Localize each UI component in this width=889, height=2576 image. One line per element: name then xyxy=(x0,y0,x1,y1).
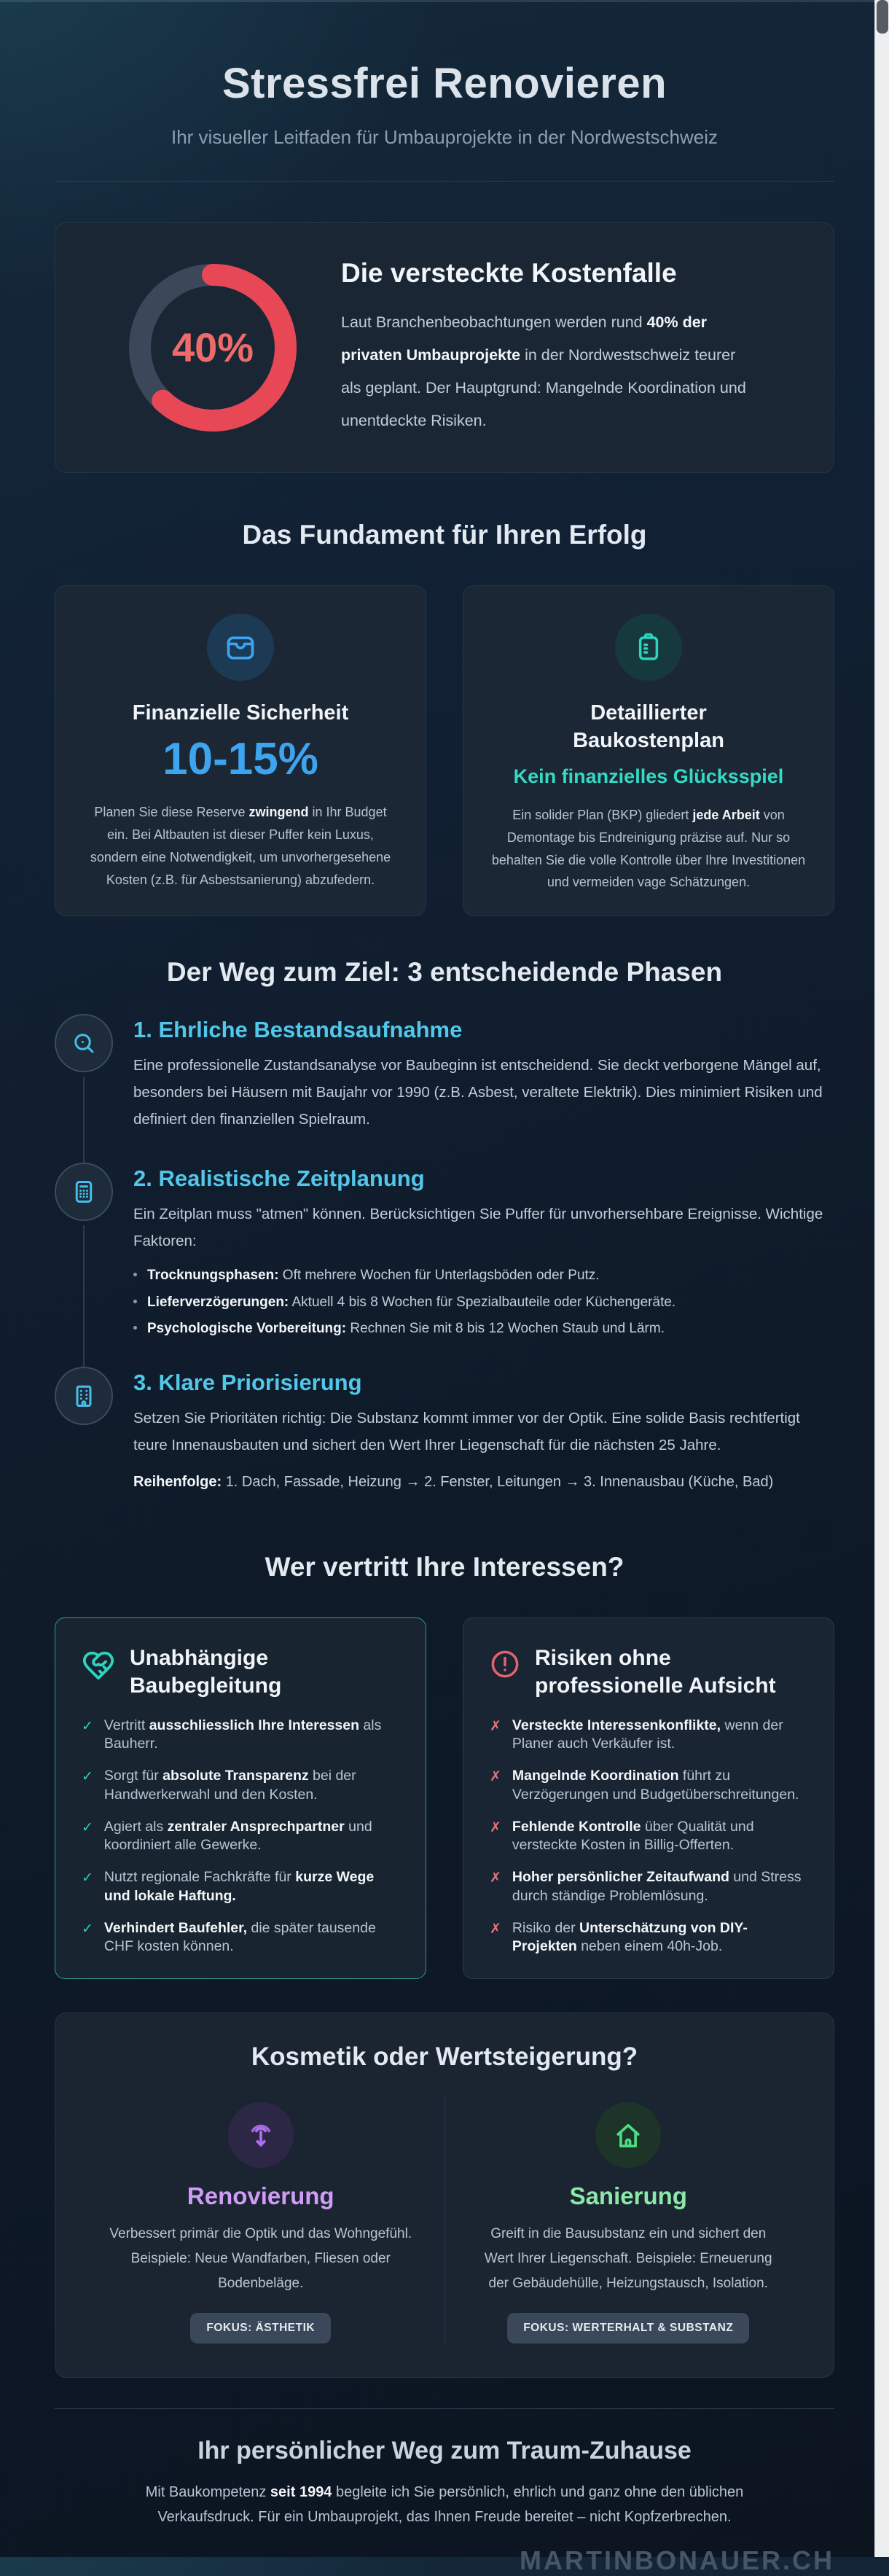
baukostenplan-card xyxy=(463,585,834,916)
baukostenplan-subtitle: Kein finanzielles Glücksspiel xyxy=(513,765,784,787)
footer-heading: Ihr persönlicher Weg zum Traum-Zuhause xyxy=(197,2436,692,2464)
check-icon: ✓ xyxy=(82,1921,93,1937)
pro-item: ✓ Vertritt ausschliesslich Ihre Interessen als Bauherr. xyxy=(82,1717,399,1754)
sanierung-body: Greift in die Bausubstanz ein und sichert den Wert Ihrer Liegenschaft. Beispiele: Erneuerung der Gebäudehülle, Heizungstausch, Isolation. xyxy=(484,2226,772,2292)
phase-3-body: Setzen Sie Prioritäten richtig: Die Substanz kommt immer vor der Optik. Eine solide Basis rechtfertigt teure Innenausbauten und sichert den Wert Ihrer Liegenschaft für die nächsten 25 Jahre. xyxy=(133,1410,800,1454)
contra-card-title: Risiken ohne professionelle Aufsicht xyxy=(535,1645,776,1698)
hidden-cost-body: Laut Branchenbeobachtungen werden rund 40% der privaten Umbauprojekte in der Nordwestschweiz teurer als geplant. Der Hauptgrund: Mangelnde Koordination und unentdeckte Risiken. xyxy=(341,313,746,430)
alert-circle-icon xyxy=(490,1649,520,1679)
check-icon: ✓ xyxy=(82,1870,93,1886)
cross-icon: ✗ xyxy=(490,1921,501,1937)
factor-item: Trocknungsphasen: Oft mehrere Wochen für Unterlagsböden oder Putz. xyxy=(133,1267,834,1284)
reserve-card-body: Planen Sie diese Reserve zwingend in Ihr Budget ein. Bei Altbauten ist dieser Puffer kein Luxus, sondern eine Notwendigkeit, um unvorhergesehene Kosten (z.B. für Asbestsanierung) abzufedern. xyxy=(90,804,391,887)
sanierung-title: Sanierung xyxy=(569,2182,687,2210)
building-icon xyxy=(55,1367,113,1425)
website-watermark: MARTINBONAUER.CH xyxy=(520,2545,834,2575)
scrollbar[interactable] xyxy=(874,0,889,2557)
phase-2-factors xyxy=(133,1267,834,1338)
phases-section xyxy=(55,957,834,1519)
check-icon: ✓ xyxy=(82,1819,93,1835)
cursor-click-icon xyxy=(228,2102,294,2168)
pro-item: ✓ Nutzt regionale Fachkräfte für kurze Wege und lokale Haftung. xyxy=(82,1868,399,1905)
header-divider xyxy=(55,181,834,182)
page-subtitle: Ihr visueller Leitfaden für Umbauprojekte in der Nordwestschweiz xyxy=(171,125,718,148)
contra-list xyxy=(490,1717,807,1956)
contra-item: ✗ Hoher persönlicher Zeitaufwand und Stress durch ständige Problemlösung. xyxy=(490,1868,807,1905)
calculator-icon xyxy=(55,1163,113,1221)
fundament-section xyxy=(55,520,834,916)
bullet-dot-icon xyxy=(133,1273,137,1276)
contra-item: ✗ Mangelnde Koordination führt zu Verzögerungen und Budgetüberschreitungen. xyxy=(490,1767,807,1804)
sanierung-focus-badge: FOKUS: WERTERHALT & SUBSTANZ xyxy=(507,2313,749,2343)
phase-3-title: 3. Klare Priorisierung xyxy=(133,1370,362,1396)
pro-list xyxy=(82,1717,399,1956)
phase-timeline xyxy=(55,1014,834,1519)
page-title: Stressfrei Renovieren xyxy=(222,60,667,107)
comparison-heading: Kosmetik oder Wertsteigerung? xyxy=(251,2042,638,2072)
clipboard-icon xyxy=(615,614,682,681)
phases-heading: Der Weg zum Ziel: 3 entscheidende Phasen xyxy=(166,957,723,988)
renovierung-body: Verbessert primär die Optik und das Wohngefühl. Beispiele: Neue Wandfarben, Fliesen oder Bodenbeläge. xyxy=(109,2226,412,2292)
infographic-page xyxy=(55,0,834,2576)
phase-3 xyxy=(55,1367,834,1520)
check-icon: ✓ xyxy=(82,1769,93,1785)
phase-1-title: 1. Ehrliche Bestandsaufnahme xyxy=(133,1017,463,1043)
donut-value: 40% xyxy=(171,324,254,371)
check-icon: ✓ xyxy=(82,1718,93,1734)
factor-item: Psychologische Vorbereitung: Rechnen Sie mit 8 bis 12 Wochen Staub und Lärm. xyxy=(133,1320,834,1338)
pro-item: ✓ Sorgt für absolute Transparenz bei der Handwerkerwahl und den Kosten. xyxy=(82,1767,399,1804)
house-icon xyxy=(595,2102,661,2168)
phase-1-body: Eine professionelle Zustandsanalyse vor Baubeginn ist entscheidend. Sie deckt verborgene Mängel auf, besonders bei Häusern mit Baujahr vor 1990 (z.B. Asbest, veraltete Elektrik). Dies minimiert Risiken und definiert den finanziellen Spielraum. xyxy=(133,1057,823,1128)
reserve-stat: 10-15% xyxy=(162,733,318,784)
comparison-card xyxy=(55,2013,834,2378)
interests-section xyxy=(55,1552,834,1979)
scrollbar-thumb[interactable] xyxy=(877,0,888,34)
reserve-card xyxy=(55,585,426,916)
pro-card xyxy=(55,1617,426,1979)
cross-icon: ✗ xyxy=(490,1819,501,1835)
bullet-dot-icon xyxy=(133,1326,137,1330)
hidden-cost-heading: Die versteckte Kostenfalle xyxy=(341,257,677,288)
contra-card xyxy=(463,1617,834,1979)
contra-item: ✗ Fehlende Kontrolle über Qualität und versteckte Kosten in Billig-Offerten. xyxy=(490,1818,807,1855)
contra-item: ✗ Versteckte Interessenkonflikte, wenn der Planer auch Verkäufer ist. xyxy=(490,1717,807,1754)
footer xyxy=(55,2408,834,2576)
interests-cards xyxy=(55,1617,834,1979)
hidden-cost-card xyxy=(55,222,834,474)
footer-divider xyxy=(55,2408,834,2409)
phase-2-body: Ein Zeitplan muss "atmen" können. Berücksichtigen Sie Puffer für unvorhersehbare Ereignisse. Wichtige Faktoren: xyxy=(133,1206,823,1249)
pro-item: ✓ Verhindert Baufehler, die später tausende CHF kosten können. xyxy=(82,1919,399,1956)
phase-1 xyxy=(55,1014,834,1163)
sanierung-column xyxy=(444,2095,812,2343)
comparison-columns xyxy=(77,2095,812,2343)
cross-icon: ✗ xyxy=(490,1718,501,1734)
phase-2 xyxy=(55,1163,834,1367)
cross-icon: ✗ xyxy=(490,1870,501,1886)
contra-item: ✗ Risiko der Unterschätzung von DIY-Projekten neben einem 40h-Job. xyxy=(490,1919,807,1956)
baukostenplan-card-body: Ein solider Plan (BKP) gliedert jede Arbeit von Demontage bis Endreinigung präzise auf. Nur so behalten Sie die volle Kontrolle über Ihre Investitionen und vermeiden vage Schätzungen. xyxy=(491,807,806,890)
wallet-icon xyxy=(207,614,274,681)
renovierung-focus-badge: FOKUS: ÄSTHETIK xyxy=(190,2313,331,2343)
footer-body: Mit Baukompetenz seit 1994 begleite ich Sie persönlich, ehrlich und ganz ohne den üblichen Verkaufsdruck. Für ein Umbauprojekt, das Ihnen Freude bereitet – nicht Kopfzerbrechen. xyxy=(145,2483,744,2525)
renovierung-column xyxy=(77,2095,444,2343)
cross-icon: ✗ xyxy=(490,1769,501,1785)
heart-handshake-icon xyxy=(82,1649,115,1682)
fundament-heading: Das Fundament für Ihren Erfolg xyxy=(242,520,647,550)
header xyxy=(55,60,834,182)
magnifier-icon xyxy=(55,1014,113,1072)
phase-2-title: 2. Realistische Zeitplanung xyxy=(133,1166,425,1192)
baukostenplan-card-title: Detaillierter Baukostenplan xyxy=(573,701,724,752)
interests-heading: Wer vertritt Ihre Interessen? xyxy=(265,1551,624,1582)
hidden-cost-text xyxy=(341,258,753,438)
pro-card-title: Unabhängige Baubegleitung xyxy=(130,1645,282,1698)
renovierung-title: Renovierung xyxy=(187,2182,334,2210)
pro-item: ✓ Agiert als zentraler Ansprechpartner und koordiniert alle Gewerke. xyxy=(82,1818,399,1855)
fundament-cards xyxy=(55,585,834,916)
reserve-card-title: Finanzielle Sicherheit xyxy=(132,701,349,725)
donut-chart xyxy=(125,260,300,435)
phase-3-order: Reihenfolge: 1. Dach, Fassade, Heizung → 2. Fenster, Leitungen → 3. Innenausbau (Küche, Bad) xyxy=(133,1473,774,1490)
factor-item: Lieferverzögerungen: Aktuell 4 bis 8 Wochen für Spezialbauteile oder Küchengeräte. xyxy=(133,1294,834,1311)
bullet-dot-icon xyxy=(133,1300,137,1303)
